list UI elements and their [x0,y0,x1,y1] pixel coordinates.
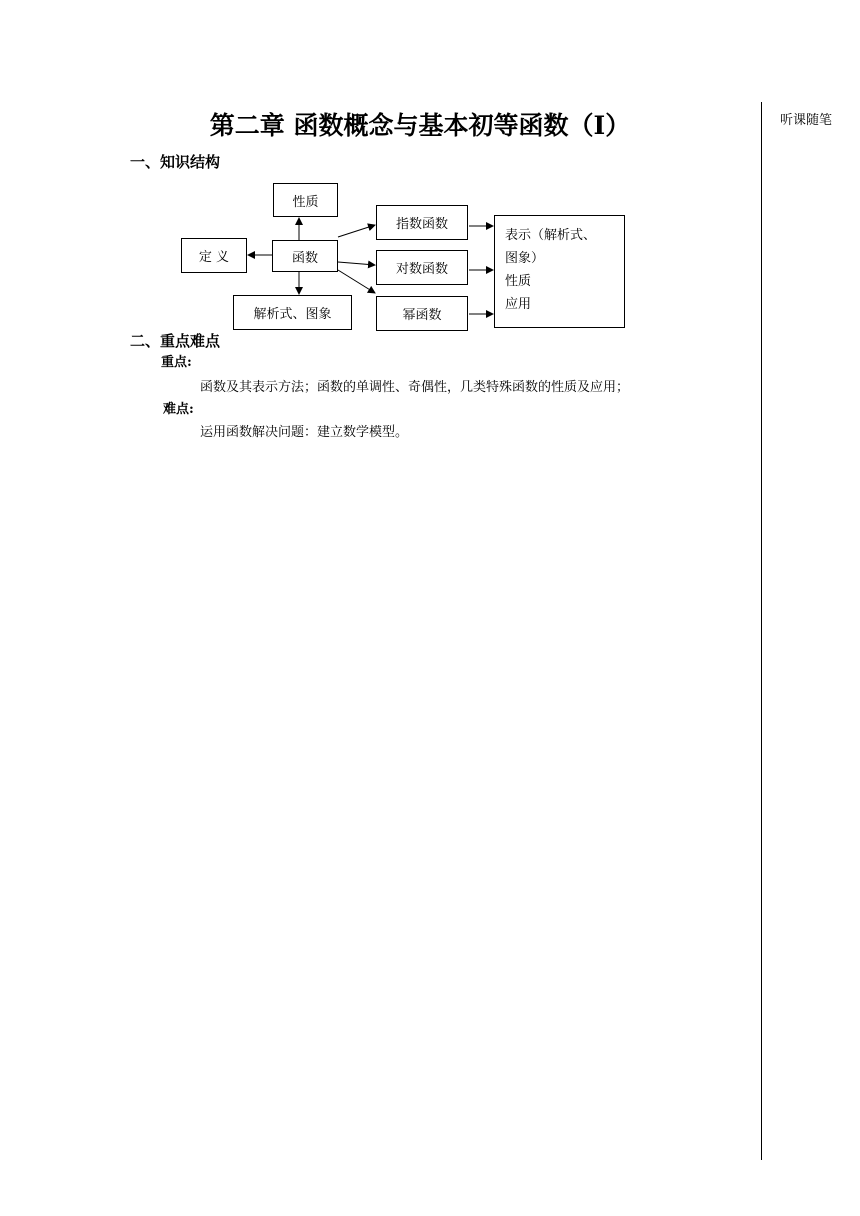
summary-line: 图象） [505,251,545,266]
knowledge-structure-diagram [0,0,860,340]
formula-graph-box: 解析式、图象 [233,295,352,330]
exp-function-box: 指数函数 [376,205,468,240]
summary-line: 性质 [505,274,532,289]
summary-line: 表示（解析式、 [505,228,597,243]
key-points-text: 函数及其表示方法；函数的单调性、奇偶性，几类特殊函数的性质及应用； [200,380,630,395]
power-function-box: 幂函数 [376,296,468,331]
property-box: 性质 [273,183,338,217]
section2-heading: 二、重点难点 [130,332,221,350]
function-box: 函数 [272,240,338,272]
side-note-label: 听课随笔 [780,113,833,128]
difficult-points-label: 难点: [163,402,194,417]
log-function-box: 对数函数 [376,250,468,285]
difficult-points-text: 运用函数解决问题：建立数学模型。 [200,425,409,440]
section1-heading: 一、知识结构 [130,153,221,171]
key-points-label: 重点: [161,355,192,370]
page-title: 第二章 函数概念与基本初等函数（Ⅰ） [209,111,631,140]
diagram-arrows [0,0,860,340]
arrow-to-log [338,262,375,265]
definition-box: 定 义 [181,238,247,273]
summary-box [494,215,625,328]
arrow-to-power [338,270,375,293]
arrow-to-exp [338,225,375,237]
summary-line: 应用 [505,297,532,312]
